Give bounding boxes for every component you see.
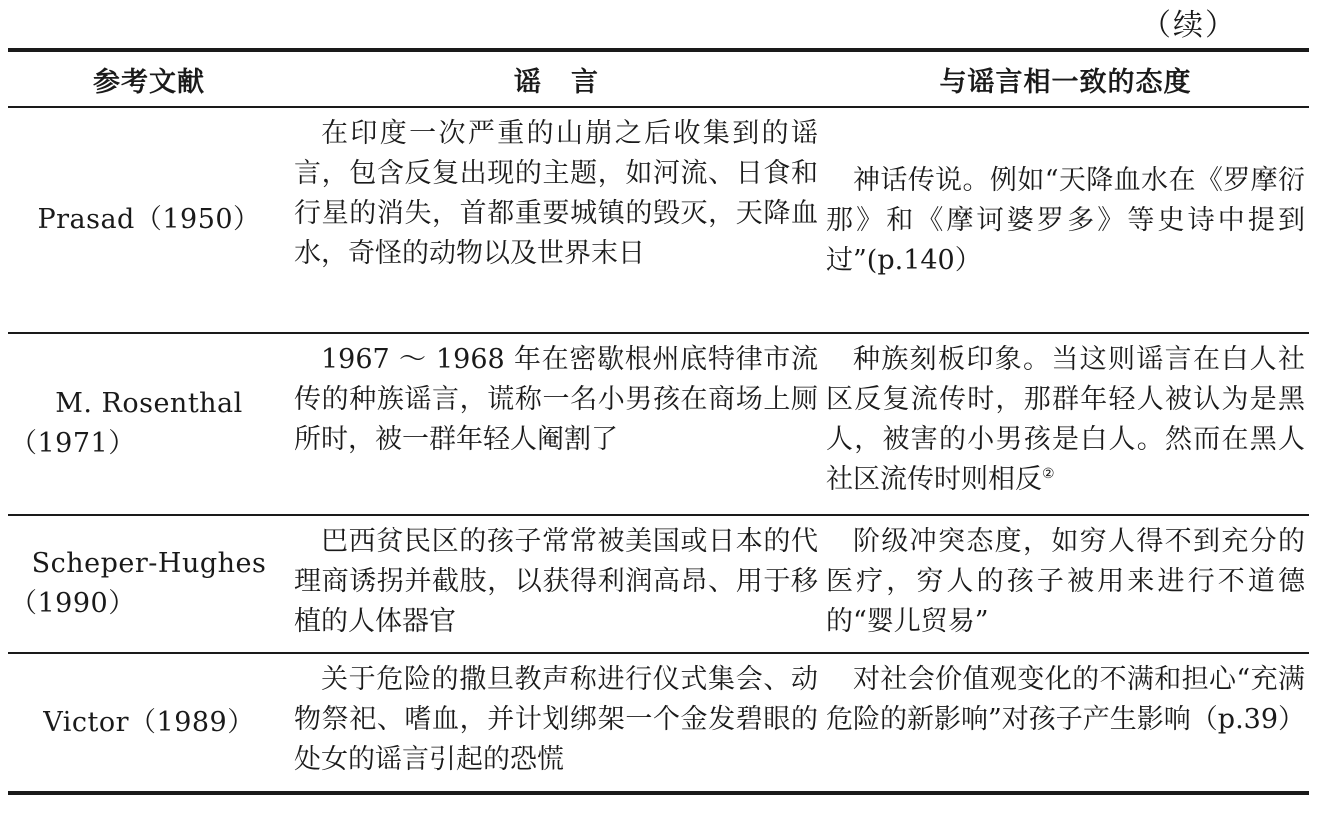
reference-name: Scheper-Hughes (31, 548, 267, 579)
continued-label: （续） (1141, 8, 1237, 43)
rumor-cell: 1967 ～ 1968 年在密歇根州底特律市流传的种族谣言，谎称一名小男孩在商场上厕所时，被一群年轻人阉割了 (294, 344, 818, 455)
reference-cell (8, 333, 290, 515)
attitude-cell (822, 107, 1309, 333)
attitude-cell: 阶级冲突态度，如穷人得不到充分的医疗，穷人的孩子被用来进行不道德的“婴儿贸易” (826, 526, 1305, 637)
table-row (8, 107, 1309, 333)
reference-year: （1971） (10, 428, 136, 459)
footnote-marker: ② (1042, 466, 1055, 482)
reference-name: M. Rosenthal (55, 388, 243, 419)
header-attitude: 与谣言相一致的态度 (939, 66, 1192, 98)
attitude-cell: 对社会价值观变化的不满和担心“充满危险的新影响”对孩子产生影响（p.39） (826, 664, 1306, 735)
reference-name: Victor（1989） (43, 706, 255, 738)
table-row (8, 333, 1309, 515)
table-header-row (8, 50, 1309, 107)
header-reference: 参考文献 (93, 66, 205, 98)
attitude-text: 种族刻板印象。当这则谣言在白人社区反复流传时，那群年轻人被认为是黑人，被害的小男孩是白人。然而在黑人社区流传时则相反 (826, 344, 1305, 495)
attitude-text: 神话传说。例如“天降血水在《罗摩衍那》和《摩诃婆罗多》等史诗中提到过”(p.140） (826, 165, 1305, 276)
rumor-cell: 巴西贫民区的孩子常常被美国或日本的代理商诱拐并截肢，以获得利润高昂、用于移植的人体器官 (294, 526, 818, 637)
header-rumor: 谣言 (514, 66, 628, 98)
reference-cell (8, 515, 290, 653)
reference-cell (8, 653, 290, 793)
rumor-table (8, 48, 1309, 795)
rumor-cell: 关于危险的撒旦教声称进行仪式集会、动物祭祀、嗜血，并计划绑架一个金发碧眼的处女的谣言引起的恐慌 (294, 664, 818, 775)
table-row (8, 515, 1309, 653)
reference-year: （1990） (10, 588, 136, 619)
attitude-cell (822, 333, 1309, 515)
reference-name: Prasad（1950） (37, 204, 261, 235)
table-row (8, 653, 1309, 793)
rumor-cell: 在印度一次严重的山崩之后收集到的谣言，包含反复出现的主题，如河流、日食和行星的消失，首都重要城镇的毁灭，天降血水，奇怪的动物以及世界末日 (294, 118, 818, 269)
reference-cell (8, 107, 290, 333)
